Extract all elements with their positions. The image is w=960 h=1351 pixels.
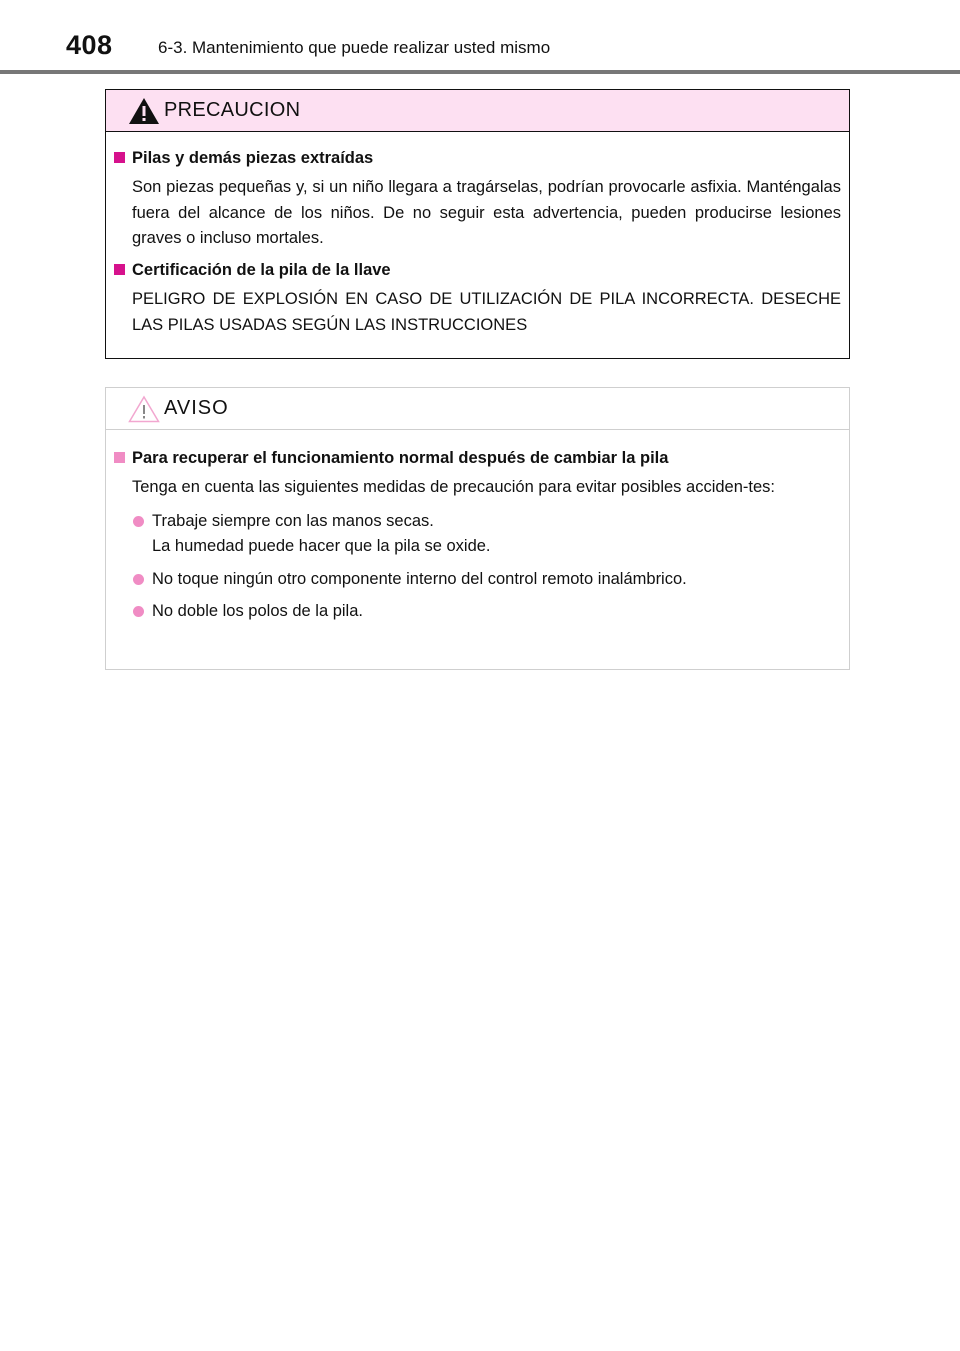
caution-title: PRECAUCION <box>164 99 301 121</box>
caution-item-heading <box>114 259 841 281</box>
list-item-text: No toque ningún otro componente interno del control remoto inalámbrico. <box>152 569 687 588</box>
notice-header <box>106 388 849 430</box>
circle-bullet-icon <box>133 574 144 585</box>
list-item-text: Trabaje siempre con las manos secas. <box>152 511 434 530</box>
caution-item-heading <box>114 147 841 169</box>
square-bullet-icon <box>114 264 125 275</box>
page-number: 408 <box>66 30 113 60</box>
caution-box <box>105 89 850 359</box>
warning-triangle-icon <box>128 97 160 125</box>
caution-item <box>114 259 841 338</box>
list-item-text: No doble los polos de la pila. <box>152 602 363 620</box>
caution-item-body: Son piezas pequeñas y, si un niño llegara a tragárselas, podrían provocarle asfixia. Manténgalas fuera del alcance de los niños. De no seguir esta advertencia, pueden producirse lesiones graves o incluso mortales. <box>132 178 841 247</box>
notice-item-heading <box>114 447 841 469</box>
square-bullet-icon <box>114 452 125 463</box>
caution-header <box>106 90 849 132</box>
notice-item-heading-text: Para recuperar el funcionamiento normal después de cambiar la pila <box>132 449 669 467</box>
caution-item <box>114 147 841 252</box>
notice-title: AVISO <box>164 397 229 419</box>
list-item <box>132 509 841 560</box>
square-bullet-icon <box>114 152 125 163</box>
circle-bullet-icon <box>133 606 144 617</box>
circle-bullet-icon <box>133 516 144 527</box>
caution-item-heading-text: Pilas y demás piezas extraídas <box>132 149 374 167</box>
warning-outline-icon <box>128 395 160 423</box>
notice-intro: Tenga en cuenta las siguientes medidas de precaución para evitar posibles acciden-tes: <box>132 478 775 496</box>
page-header <box>0 0 960 78</box>
header-rule <box>0 70 960 74</box>
notice-box <box>105 387 850 670</box>
list-item-text: La humedad puede hacer que la pila se oxide. <box>152 537 491 555</box>
caution-item-heading-text: Certificación de la pila de la llave <box>132 261 391 279</box>
caution-item-body: PELIGRO DE EXPLOSIÓN EN CASO DE UTILIZACIÓN DE PILA INCORRECTA. DESECHE LAS PILAS USADAS SEGÚN LAS INSTRUCCIONES <box>132 290 841 334</box>
list-item <box>132 567 841 593</box>
notice-item <box>114 447 841 625</box>
section-title: 6-3. Mantenimiento que puede realizar usted mismo <box>158 38 551 57</box>
list-item <box>132 599 841 625</box>
